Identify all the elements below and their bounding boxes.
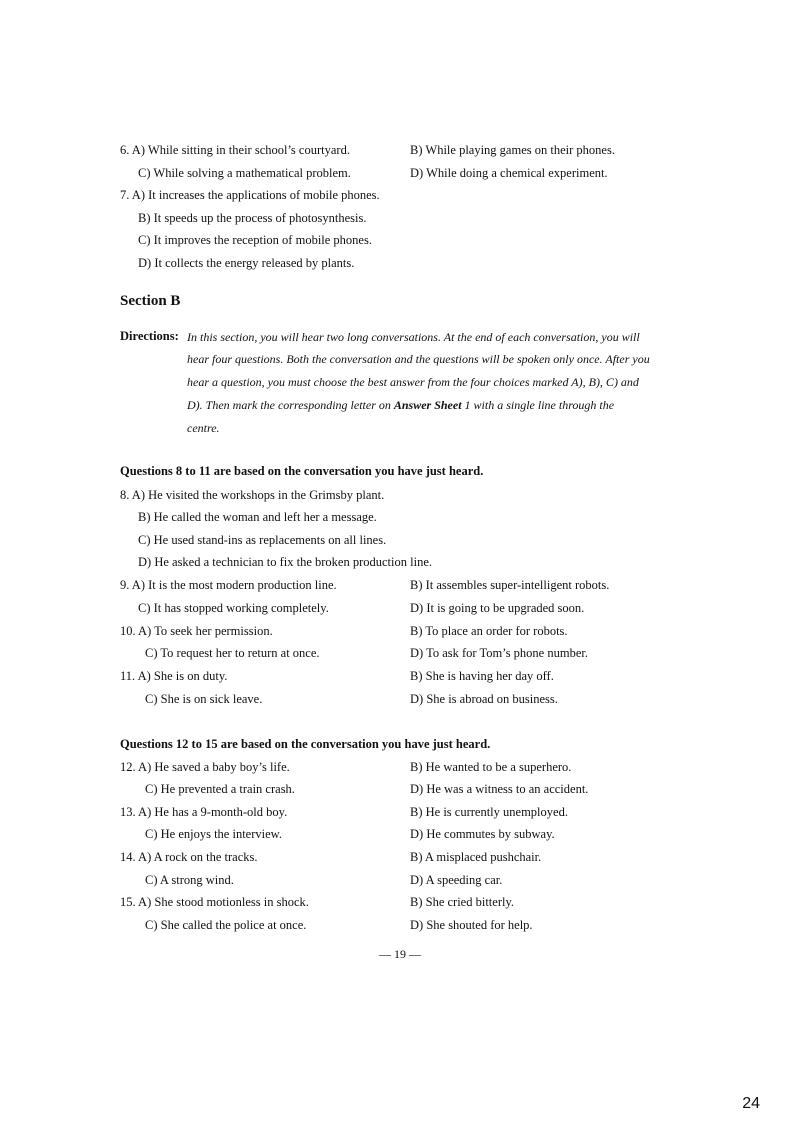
directions-line	[187, 398, 614, 413]
question-group-heading: Questions 8 to 11 are based on the conversation you have just heard.	[120, 464, 484, 478]
directions-text: D). Then mark the corresponding letter on	[187, 398, 391, 412]
question-option: D) To ask for Tom’s phone number.	[410, 646, 588, 660]
question-option: D) It is going to be upgraded soon.	[410, 601, 585, 615]
directions-line: centre.	[187, 421, 220, 435]
directions-line: hear a question, you must choose the best answer from the four choices marked A), B), C) and	[187, 375, 639, 389]
question-option: B) He wanted to be a superhero.	[410, 760, 572, 774]
question-option: B) It assembles super-intelligent robots.	[410, 578, 610, 592]
question-line: 6. A) While sitting in their school’s courtyard.	[120, 143, 350, 157]
question-option: B) She is having her day off.	[410, 669, 554, 683]
question-option: D) She is abroad on business.	[410, 692, 558, 706]
question-line: 11. A) She is on duty.	[120, 669, 228, 683]
question-line: 9. A) It is the most modern production line.	[120, 578, 337, 592]
question-option: C) To request her to return at once.	[145, 646, 320, 660]
question-option: C) It has stopped working completely.	[138, 601, 329, 615]
question-option: D) It collects the energy released by plants.	[138, 256, 355, 270]
question-option: D) A speeding car.	[410, 873, 503, 887]
question-option: B) He called the woman and left her a message.	[138, 510, 377, 524]
question-option: C) While solving a mathematical problem.	[138, 166, 351, 180]
question-option: D) He commutes by subway.	[410, 827, 555, 841]
question-option: B) It speeds up the process of photosynthesis.	[138, 211, 367, 225]
question-line: 12. A) He saved a baby boy’s life.	[120, 760, 290, 774]
directions-text: 1 with a single line through the	[461, 398, 615, 412]
question-option: D) While doing a chemical experiment.	[410, 166, 608, 180]
question-line: 15. A) She stood motionless in shock.	[120, 895, 309, 909]
question-line: 7. A) It increases the applications of mobile phones.	[120, 188, 380, 202]
question-option: B) She cried bitterly.	[410, 895, 515, 909]
question-option: C) A strong wind.	[145, 873, 234, 887]
directions-line: hear four questions. Both the conversation and the questions will be spoken only once. After you	[187, 352, 650, 366]
question-line: 13. A) He has a 9-month-old boy.	[120, 805, 288, 819]
question-option: C) He prevented a train crash.	[145, 782, 295, 796]
question-group-heading: Questions 12 to 15 are based on the conversation you have just heard.	[120, 737, 491, 751]
directions-line: In this section, you will hear two long conversations. At the end of each conversation, you will	[187, 330, 640, 344]
directions-label: Directions:	[120, 329, 179, 343]
question-option: B) While playing games on their phones.	[410, 143, 615, 157]
question-option: D) She shouted for help.	[410, 918, 533, 932]
question-option: B) A misplaced pushchair.	[410, 850, 542, 864]
question-line: 10. A) To seek her permission.	[120, 624, 273, 638]
question-option: C) It improves the reception of mobile phones.	[138, 233, 372, 247]
question-line: 8. A) He visited the workshops in the Grimsby plant.	[120, 488, 385, 502]
question-option: D) He was a witness to an accident.	[410, 782, 589, 796]
question-option: C) He enjoys the interview.	[145, 827, 282, 841]
question-option: C) She is on sick leave.	[145, 692, 263, 706]
question-option: C) She called the police at once.	[145, 918, 307, 932]
corner-page-number: 24	[742, 1095, 760, 1112]
question-option: B) To place an order for robots.	[410, 624, 568, 638]
section-title: Section B	[120, 293, 181, 309]
page-number: — 19 —	[379, 947, 421, 961]
question-line: 14. A) A rock on the tracks.	[120, 850, 258, 864]
answer-sheet-label: Answer Sheet	[393, 398, 462, 412]
question-option: B) He is currently unemployed.	[410, 805, 568, 819]
question-option: D) He asked a technician to fix the broken production line.	[138, 555, 433, 569]
question-option: C) He used stand-ins as replacements on all lines.	[138, 533, 387, 547]
